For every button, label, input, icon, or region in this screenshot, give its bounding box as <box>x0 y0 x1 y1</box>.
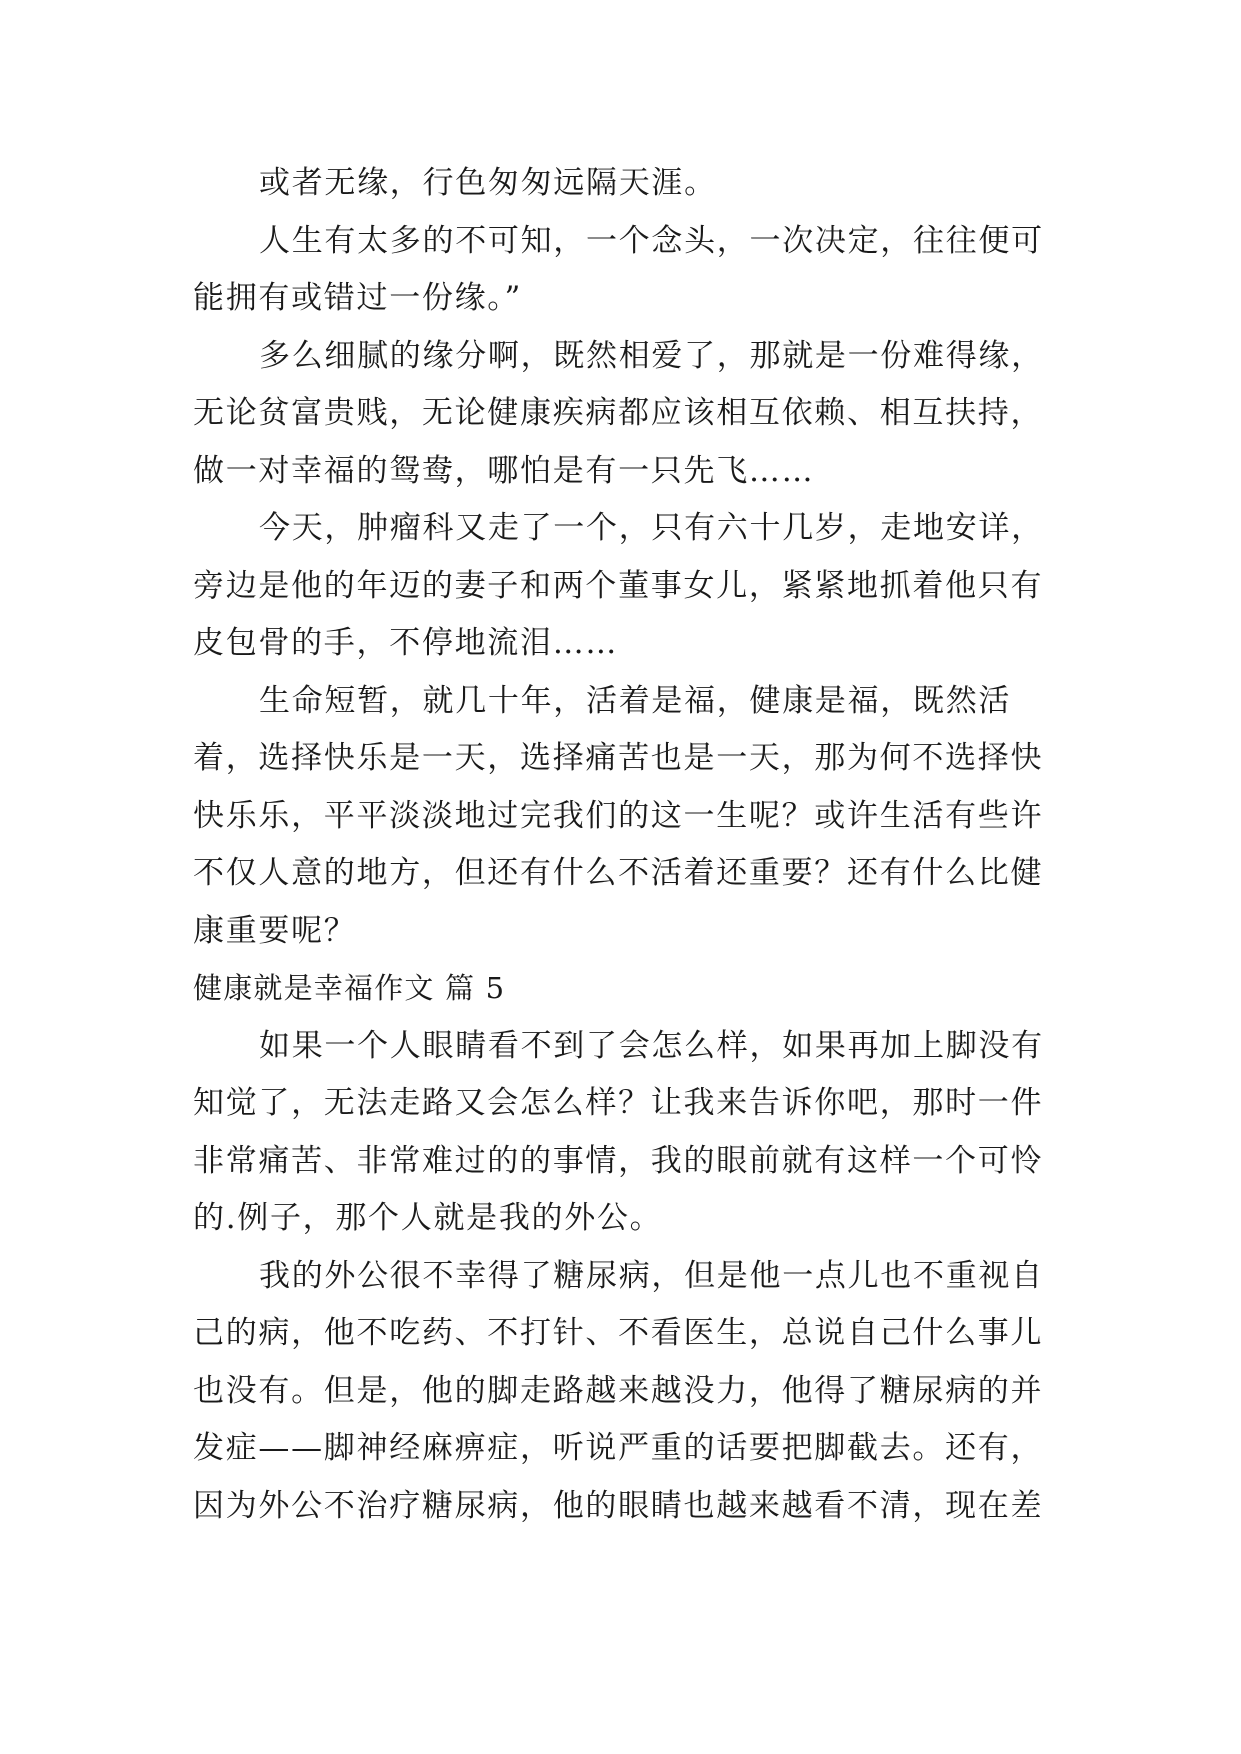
section-heading: 健康就是幸福作文 篇 5 <box>193 971 506 1005</box>
paragraph: 生命短暂，就几十年，活着是福，健康是福，既然活着，选择快乐是一天，选择痛苦也是一天，那为何不选择快快乐乐，平平淡淡地过完我们的这一生呢？或许生活有些许不仅人意的地方，但还有什么不活着还重要？还有什么比健康重要呢？ <box>193 682 1044 949</box>
paragraph: 我的外公很不幸得了糖尿病，但是他一点儿也不重视自己的病，他不吃药、不打针、不看医生，总说自己什么事儿也没有。但是，他的脚走路越来越没力，他得了糖尿病的并发症——脚神经麻痹症，听说严重的话要把脚截去。还有，因为外公不治疗糖尿病，他的眼睛也越来越看不清，现在差 <box>193 1257 1044 1524</box>
paragraph: 人生有太多的不可知，一个念头，一次决定，往往便可能拥有或错过一份缘。” <box>193 222 1044 316</box>
paragraph: 或者无缘，行色匆匆远隔天涯。 <box>259 165 717 201</box>
document-body <box>193 155 1053 1535</box>
paragraph: 如果一个人眼睛看不到了会怎么样，如果再加上脚没有知觉了，无法走路又会怎么样？让我来告诉你吧，那时一件非常痛苦、非常难过的的事情，我的眼前就有这样一个可怜的.例子，那个人就是我的外公。 <box>193 1027 1044 1236</box>
paragraph: 今天，肿瘤科又走了一个，只有六十几岁，走地安详，旁边是他的年迈的妻子和两个董事女儿，紧紧地抓着他只有皮包骨的手，不停地流泪…… <box>193 510 1044 661</box>
paragraph: 多么细腻的缘分啊，既然相爱了，那就是一份难得缘，无论贫富贵贱，无论健康疾病都应该相互依赖、相互扶持，做一对幸福的鸳鸯，哪怕是有一只先飞…… <box>193 337 1044 489</box>
